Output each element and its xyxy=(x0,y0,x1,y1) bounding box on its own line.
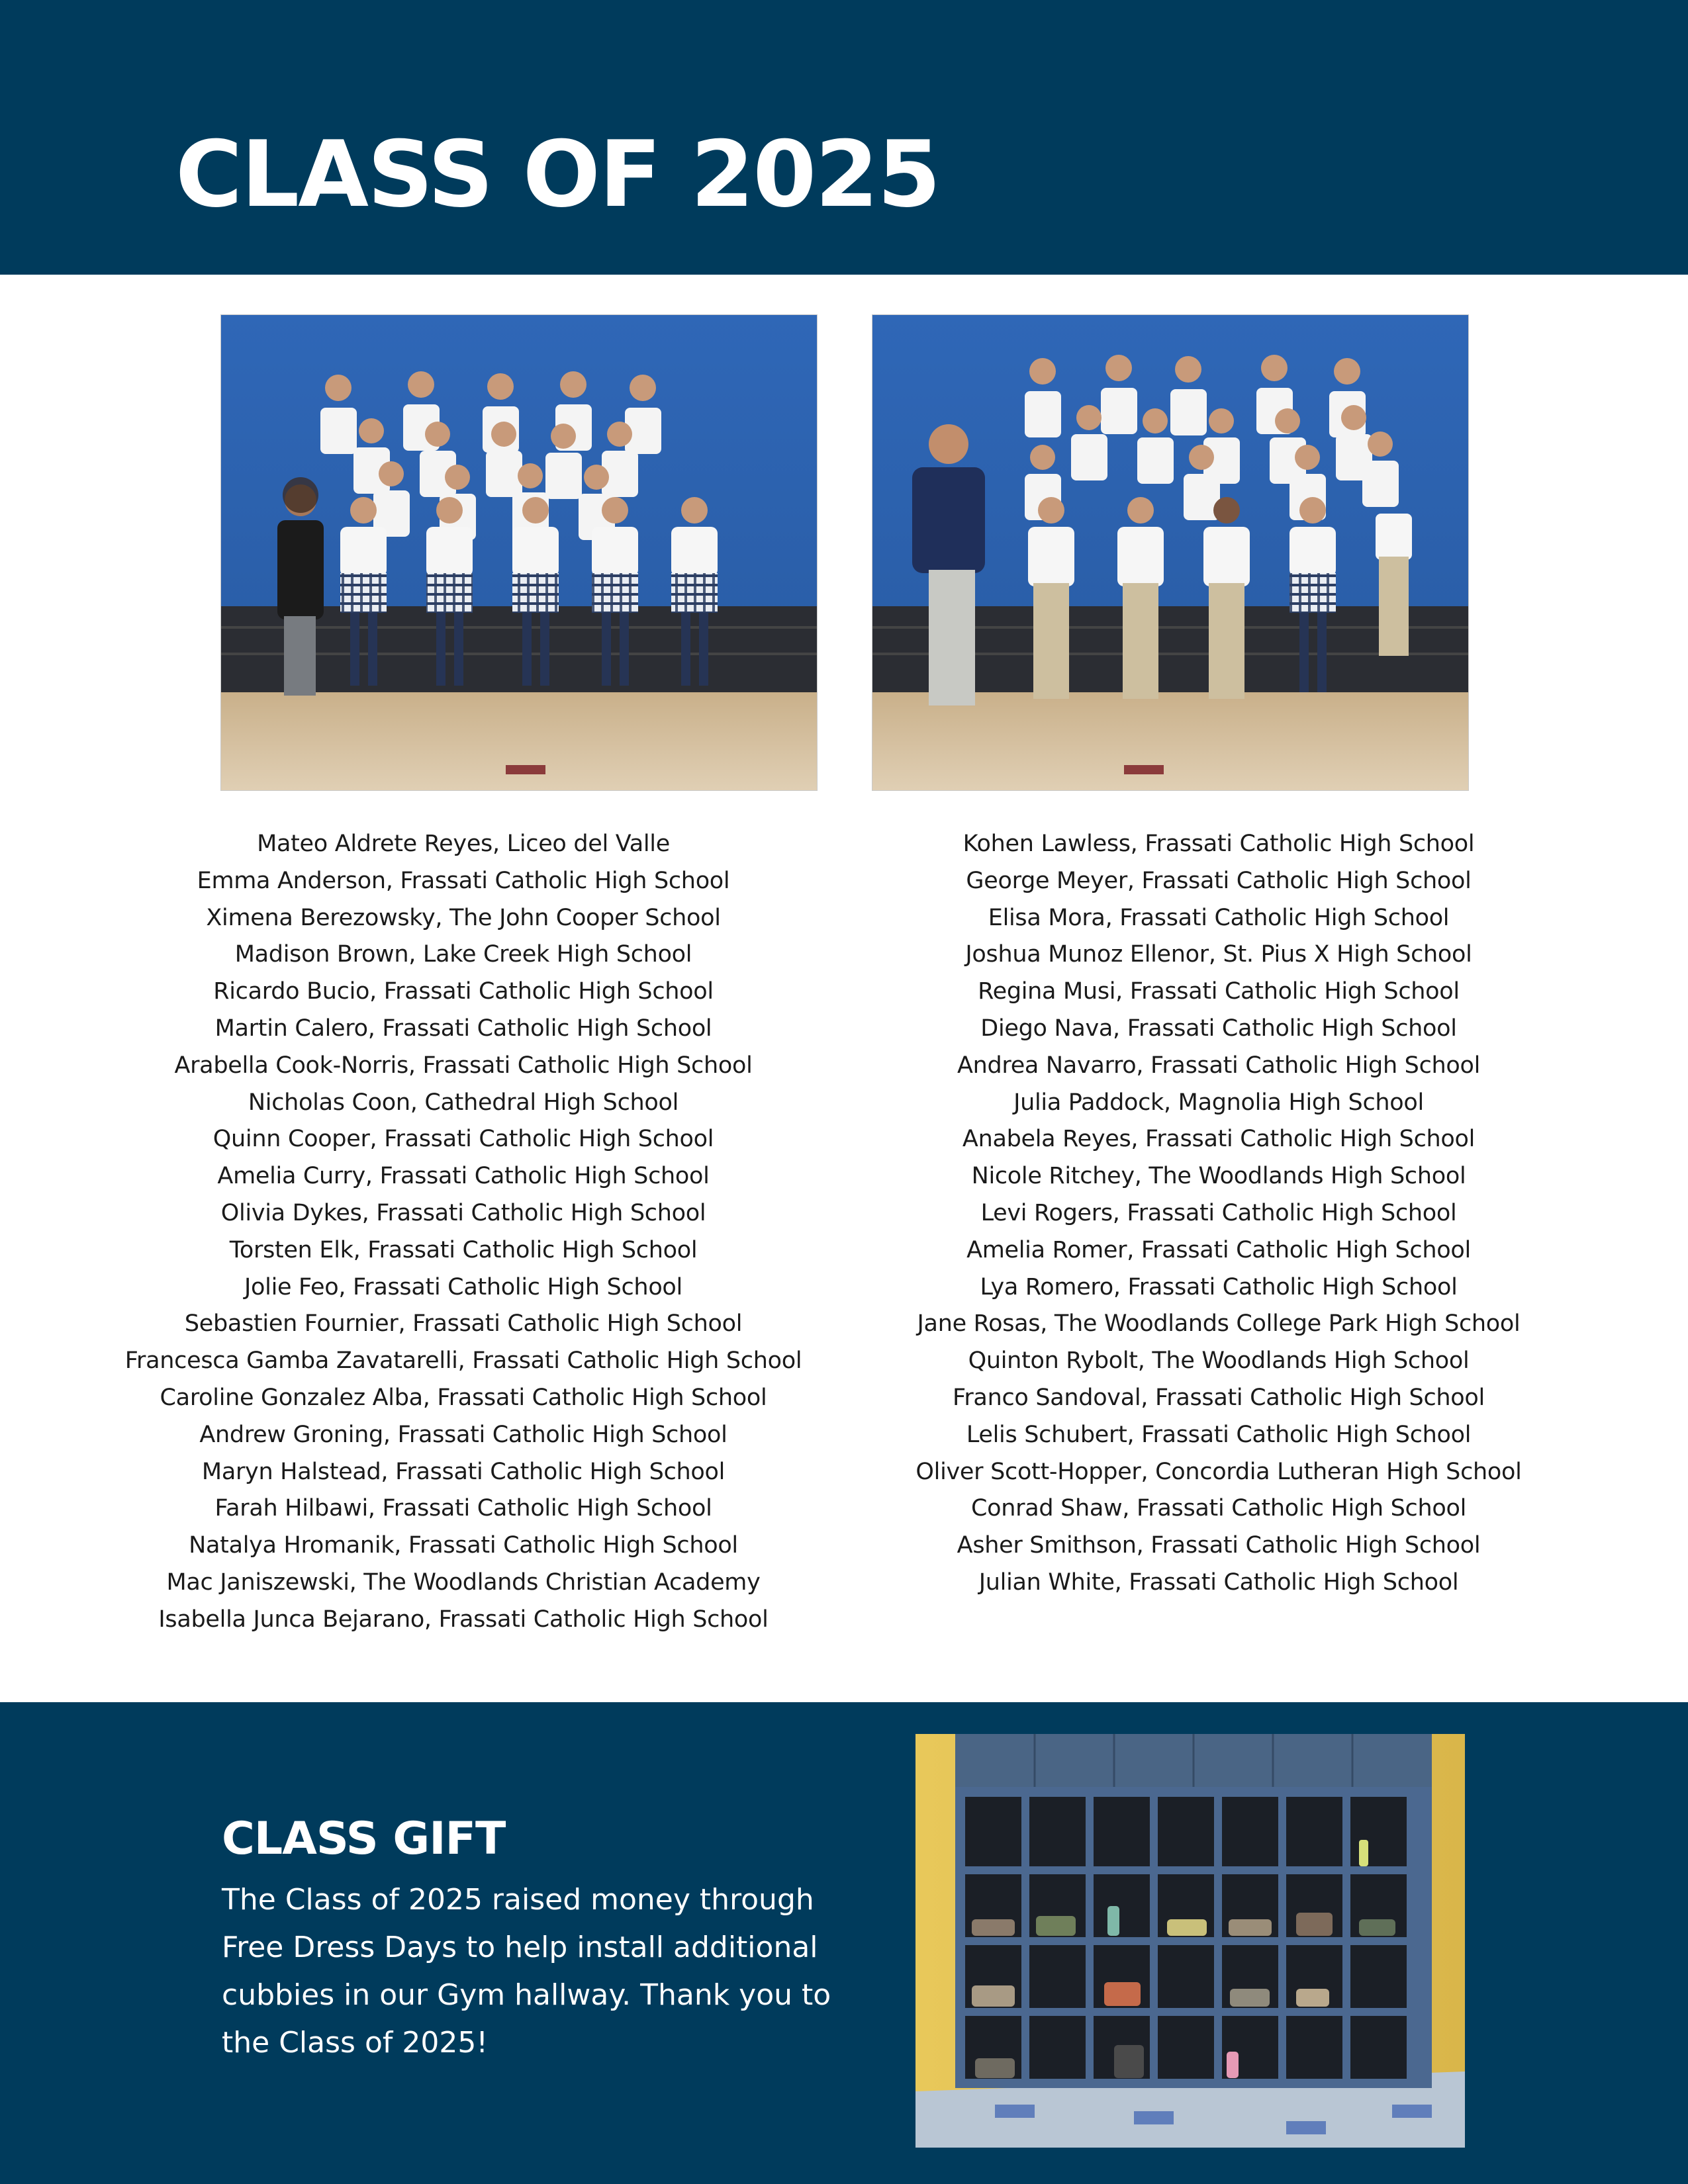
list-item: Jolie Feo, Frassati Catholic High School xyxy=(244,1273,682,1300)
header-band xyxy=(0,0,1688,275)
list-item: Lelis Schubert, Frassati Catholic High School xyxy=(966,1421,1472,1448)
page-title: CLASS OF 2025 xyxy=(175,121,940,228)
list-item: Mateo Aldrete Reyes, Liceo del Valle xyxy=(257,831,670,857)
student-list-column-1 xyxy=(96,826,831,1639)
list-item: George Meyer, Frassati Catholic High School xyxy=(966,867,1472,894)
student-list-column-2 xyxy=(851,826,1586,1602)
list-item: Kohen Lawless, Frassati Catholic High School xyxy=(962,831,1475,857)
list-item: Mac Janiszewski, The Woodlands Christian Academy xyxy=(166,1569,761,1596)
class-photo-right xyxy=(872,314,1469,791)
cubbies-photo-image xyxy=(915,1734,1465,2148)
list-item: Francesca Gamba Zavatarelli, Frassati Catholic High School xyxy=(124,1347,802,1375)
list-item: Nicole Ritchey, The Woodlands High School xyxy=(971,1163,1466,1190)
list-item: Julian White, Frassati Catholic High School xyxy=(978,1569,1459,1596)
list-item: Asher Smithson, Frassati Catholic High School xyxy=(957,1532,1481,1559)
list-item: Ricardo Bucio, Frassati Catholic High School xyxy=(213,978,714,1005)
list-item: Maryn Halstead, Frassati Catholic High School xyxy=(201,1458,726,1485)
list-item: Arabella Cook-Norris, Frassati Catholic High School xyxy=(174,1052,753,1079)
list-item: Torsten Elk, Frassati Catholic High School xyxy=(229,1236,698,1263)
list-item: Andrea Navarro, Frassati Catholic High School xyxy=(957,1052,1481,1079)
list-item: Franco Sandoval, Frassati Catholic High School xyxy=(953,1384,1485,1411)
list-item: Sebastien Fournier, Frassati Catholic High School xyxy=(184,1310,743,1338)
list-item: Amelia Curry, Frassati Catholic High School xyxy=(217,1163,710,1190)
list-item: Madison Brown, Lake Creek High School xyxy=(234,941,692,968)
list-item: Caroline Gonzalez Alba, Frassati Catholic High School xyxy=(160,1384,767,1411)
list-item: Emma Anderson, Frassati Catholic High School xyxy=(197,867,730,894)
class-gift-text: The Class of 2025 raised money through Free Dress Days to help install additional cubbies in our Gym hallway. Thank you to the Class of 2025! xyxy=(222,1883,831,2060)
list-item: Amelia Romer, Frassati Catholic High School xyxy=(966,1236,1471,1263)
list-item: Lya Romero, Frassati Catholic High School xyxy=(980,1273,1458,1300)
class-photo-left-image xyxy=(221,315,817,790)
list-item: Andrew Groning, Frassati Catholic High School xyxy=(199,1421,727,1448)
list-item: Jane Rosas, The Woodlands College Park High School xyxy=(917,1310,1521,1338)
list-item: Ximena Berezowsky, The John Cooper School xyxy=(206,904,721,931)
list-item: Quinn Cooper, Frassati Catholic High School xyxy=(212,1126,714,1153)
list-item: Diego Nava, Frassati Catholic High School xyxy=(980,1015,1457,1042)
list-item: Julia Paddock, Magnolia High School xyxy=(1013,1089,1424,1116)
cubbies-photo xyxy=(915,1734,1465,2148)
list-item: Oliver Scott-Hopper, Concordia Lutheran High School xyxy=(915,1458,1522,1485)
class-photo-left xyxy=(220,314,818,791)
list-item: Joshua Munoz Ellenor, St. Pius X High School xyxy=(965,941,1472,968)
list-item: Levi Rogers, Frassati Catholic High School xyxy=(980,1199,1457,1226)
list-item: Regina Musi, Frassati Catholic High School xyxy=(978,978,1460,1005)
list-item: Isabella Junca Bejarano, Frassati Catholic High School xyxy=(158,1606,769,1633)
list-item: Olivia Dykes, Frassati Catholic High School xyxy=(220,1199,706,1226)
list-item: Conrad Shaw, Frassati Catholic High School xyxy=(970,1495,1467,1522)
list-item: Martin Calero, Frassati Catholic High School xyxy=(214,1015,712,1042)
list-item: Elisa Mora, Frassati Catholic High School xyxy=(988,904,1450,931)
list-item: Anabela Reyes, Frassati Catholic High School xyxy=(962,1126,1476,1153)
class-gift-title: CLASS GIFT xyxy=(222,1813,506,1865)
list-item: Nicholas Coon, Cathedral High School xyxy=(248,1089,679,1116)
list-item: Farah Hilbawi, Frassati Catholic High School xyxy=(214,1495,712,1522)
list-item: Natalya Hromanik, Frassati Catholic High School xyxy=(189,1532,738,1559)
class-photo-right-image xyxy=(872,315,1468,790)
list-item: Quinton Rybolt, The Woodlands High School xyxy=(968,1347,1470,1375)
